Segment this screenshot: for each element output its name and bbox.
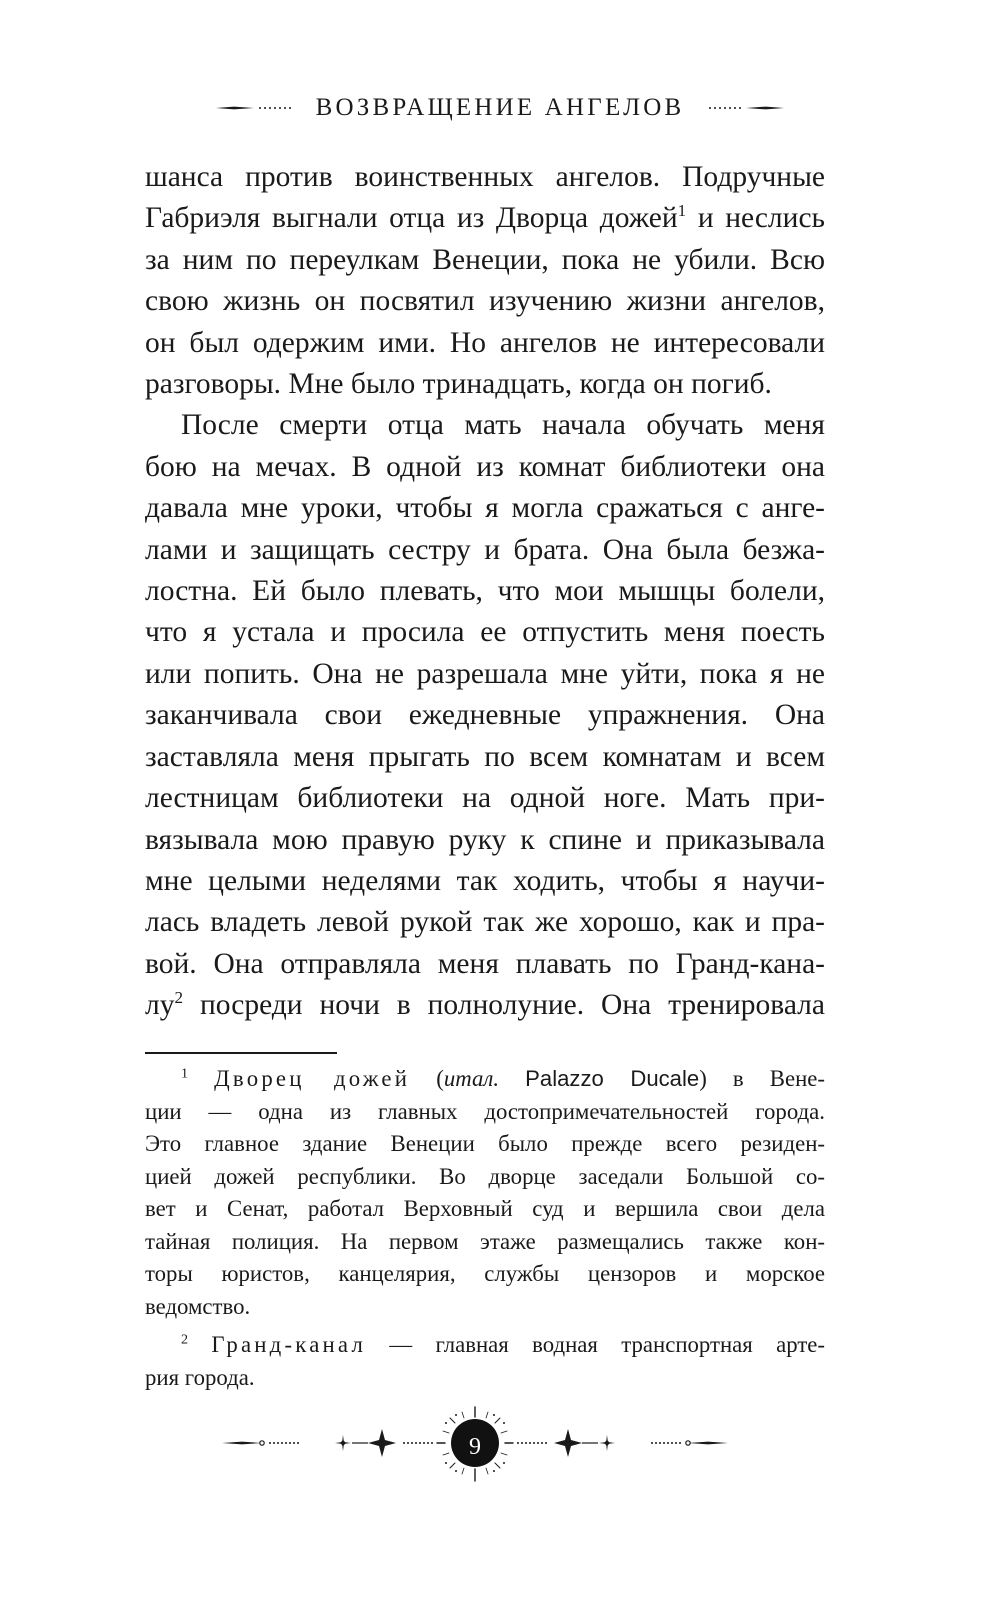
footnote-ref-2[interactable]: 2 — [174, 988, 184, 1008]
left-sparkle-large-icon — [368, 1429, 396, 1457]
footnote-line: цией дожей республики. Во дворце заседали Большой со- — [145, 1163, 825, 1189]
text-line: шанса против воинственных ангелов. Подручные — [145, 161, 825, 193]
text-line: лась владеть левой рукой так же хорошо, как и пра- — [145, 906, 825, 939]
footnote-line: ведомство. — [145, 1293, 251, 1319]
text-line: вязывала мою правую руку к спине и приказывала — [145, 823, 825, 856]
right-dots — [651, 1442, 681, 1444]
text-line — [145, 985, 825, 1026]
text-line: что я устала и просила ее отпустить меня поесть — [145, 616, 825, 649]
footnote-latin-name: Palazzo Ducale — [525, 1066, 700, 1091]
text-line: бою на мечах. В одной из комнат библиотеки она — [145, 450, 825, 483]
footnote-term: Дворец дожей — [214, 1066, 411, 1091]
footnote-ref-1[interactable]: 1 — [677, 201, 687, 221]
text-line: он был одержим ими. Но ангелов не интересовали — [145, 326, 825, 359]
right-sparkle-large-icon — [554, 1429, 582, 1457]
footnote-line: рия города. — [145, 1364, 255, 1390]
text-line: После смерти отца мать начала обучать меня — [181, 409, 825, 442]
footnote-line: тайная полиция. На первом этаже размещались также кон- — [145, 1228, 825, 1254]
paragraph-2 — [145, 405, 825, 1026]
header-right-ornament — [702, 102, 786, 114]
page-number: 9 — [469, 1434, 481, 1460]
footnote-line: $^1$ Дворец дожей (итал. Palazzo Ducale) в Вене- — [181, 1065, 825, 1091]
left-inner-dots — [403, 1442, 433, 1444]
text-fragment: посреди ночи в полнолуние. Она тренировала — [199, 989, 825, 1022]
footnotes — [145, 1063, 825, 1400]
footnote-language: итал. — [443, 1066, 500, 1091]
running-header — [0, 86, 1000, 130]
text-fragment: Габриэля выгнали отца из Дворца дожей — [145, 202, 678, 235]
text-line: мне целыми неделями так ходить, чтобы я научи- — [145, 864, 825, 897]
footnote-divider — [145, 1052, 337, 1054]
text-line: за ним по переулкам Венеции, пока не убили. Всю — [145, 243, 825, 276]
text-line: заканчивала свои ежедневные упражнения. Она — [145, 699, 825, 732]
text-line: лостна. Ей было плевать, что мои мышцы болели, — [145, 575, 825, 608]
left-dots — [269, 1442, 299, 1444]
text-fragment: в Вене- — [732, 1066, 825, 1091]
paragraph-1 — [145, 157, 825, 405]
text-line: давала мне уроки, чтобы я могла сражаться с анге- — [145, 492, 825, 525]
text-line: заставляла меня прыгать по всем комнатам и всем — [145, 740, 825, 773]
right-spear-icon — [688, 1442, 728, 1445]
footnote-line: торы юристов, канцелярия, службы цензоров и морское — [145, 1261, 825, 1286]
right-inner-dots — [517, 1442, 547, 1444]
footnote-1 — [145, 1063, 825, 1323]
text-line: свою жизнь он посвятил изучению жизни ангелов, — [145, 285, 825, 318]
body-text — [145, 157, 825, 1027]
text-fragment: — главная водная транспортная арте- — [389, 1332, 826, 1357]
footnote-line: Это главное здание Венеции было прежде всего резиден- — [145, 1131, 825, 1156]
footnote-line: вет и Сенат, работал Верховный суд и вершила свои дела — [145, 1196, 825, 1221]
footnote-line — [145, 1329, 825, 1362]
text-fragment: и неслись — [697, 202, 825, 235]
left-spear-icon — [222, 1442, 262, 1445]
running-header-title: ВОЗВРАЩЕНИЕ АНГЕЛОВ — [315, 94, 685, 121]
text-line: вой. Она отправляла меня плавать по Гранд-кана- — [145, 947, 825, 980]
text-fragment: лу — [145, 989, 175, 1022]
text-line: или попить. Она не разрешала мне уйти, пока я не — [145, 657, 825, 690]
header-left-ornament — [214, 102, 298, 114]
footnote-2 — [145, 1329, 825, 1394]
footnote-mark-2: 2 — [181, 1331, 189, 1348]
footnote-mark-1: 1 — [181, 1065, 189, 1082]
right-crescent-icon — [626, 1436, 642, 1444]
text-line: лестницам библиотеки на одной ноге. Мать при- — [145, 782, 825, 815]
footnote-line: ции — одна из главных достопримечательностей города. — [145, 1098, 825, 1124]
text-line: разговоры. Мне было тринадцать, когда он погиб. — [145, 368, 772, 401]
left-crescent-icon — [308, 1436, 324, 1444]
footnote-term: Гранд-канал — [211, 1332, 367, 1357]
text-line: лами и защищать сестру и брата. Она была безжа- — [145, 533, 825, 566]
text-line — [145, 198, 825, 239]
